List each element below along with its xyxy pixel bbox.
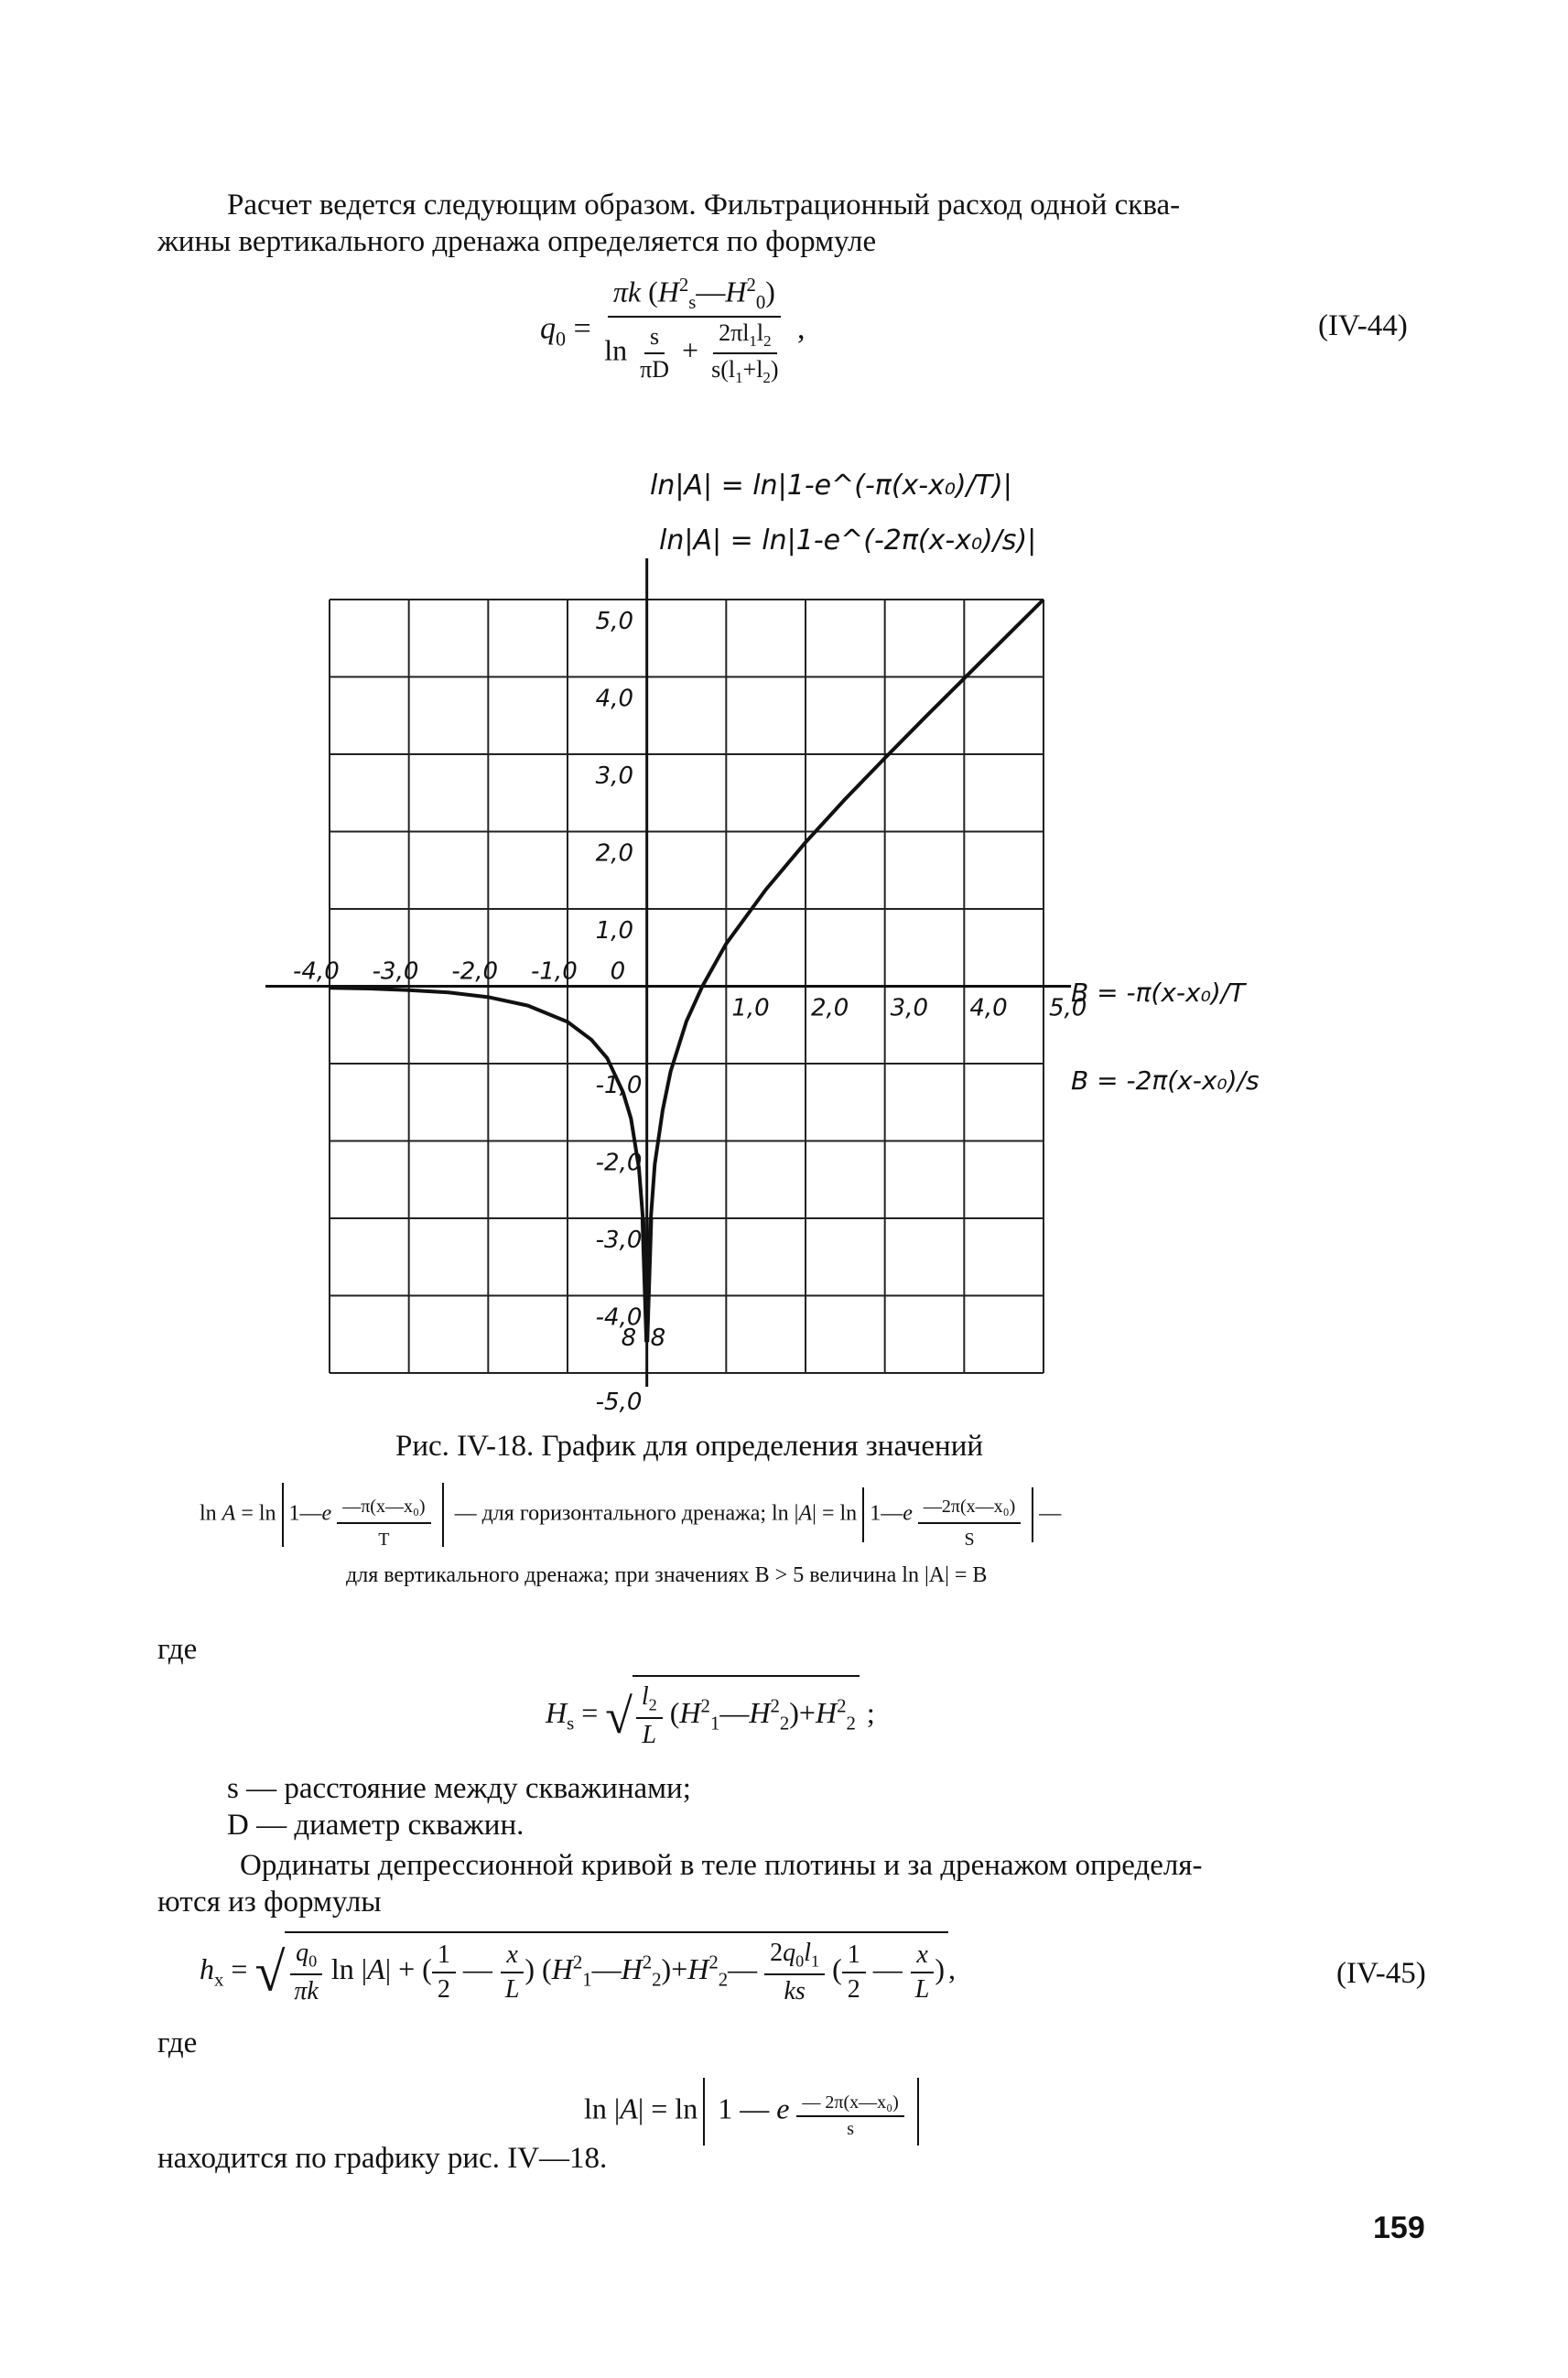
x-tick-label: 0 [610,957,626,986]
x-tick-label: -2,0 [451,957,499,986]
caption-note-vertical: для вертикального дренажа; при значениях B > 5 величина ln |A| = B [346,1563,988,1587]
x-axis-label-2: B = -2π(x-x₀)/s [1071,1065,1260,1096]
intro-line-1: Расчет ведется следующим образом. Фильтрационный расход одной сква- [227,189,1181,222]
x-tick-label: 3,0 [890,994,929,1022]
equation-iv-44: $q_0$ = πk $(H^2_s—H^2_0)$ ln $\frac{s}{\pi D}$ + $\frac{2\pi l_1l_2}{s(l_1+l_2)}$ , [540,275,806,387]
where-label-2: где [157,2027,198,2059]
figure-caption: Рис. IV-18. График для определения значений [395,1430,984,1463]
ordinates-line-2: ются из формулы [157,1886,382,1919]
chart-curves [330,600,1044,1342]
x-tick-label: 1,0 [731,994,770,1022]
equation-ln-a: ln |A| = ln 1 — e $\frac{\text{— 2π(x—x₀)}}{s}$ [584,2078,925,2146]
caption-formula: ln A = ln 1—e $\frac{\text{—π(x—x₀)}}{T}$ — для горизонтального дренажа; ln |A| = ln 1—e $\frac{\text{—2π(x—x₀)}}{S}$ — [200,1483,1061,1553]
chart [265,449,1327,1428]
found-by-line: находится по графику рис. IV—18. [157,2142,608,2175]
where-label-1: где [157,1633,198,1666]
caption-note-horizontal: — для горизонтального дренажа; [454,1501,767,1526]
y-tick-label: -2,0 [595,1149,643,1177]
x-tick-label: 4,0 [969,994,1008,1022]
y-tick-label: -5,0 [595,1389,643,1416]
y-tick-label: -1,0 [595,1072,643,1099]
ordinates-line-1: Ординаты депрессионной кривой в теле плотины и за дренажом определя- [240,1849,1203,1882]
infinity-label-left: 8 [621,1324,637,1352]
y-tick-label: 2,0 [595,839,634,868]
y-tick-label: 1,0 [595,917,634,945]
x-tick-label: -4,0 [293,957,340,986]
x-tick-label: -3,0 [372,957,419,986]
x-axis-label-1: B = -π(x-x₀)/T [1071,978,1246,1008]
page-number: 159 [1373,2210,1425,2245]
chart-title-label-1: ln|A| = ln|1-e^(-π(x-x₀)/T)| [650,470,1012,502]
x-tick-label: 2,0 [811,994,849,1022]
y-tick-label: -4,0 [595,1303,643,1332]
intro-line-2: жины вертикального дренажа определяется по формуле [157,225,877,258]
equation-number-iv-44: (IV-44) [1318,309,1408,342]
chart-title-label-2: ln|A| = ln|1-e^(-2π(x-x₀)/s)| [659,524,1037,557]
y-tick-label: -3,0 [595,1227,643,1254]
definition-s: s — расстояние между скважинами; [227,1772,691,1805]
x-tick-label: 5,0 [1049,994,1087,1022]
y-tick-label: 3,0 [595,762,634,790]
x-tick-label: -1,0 [531,957,578,986]
chart-labels [293,470,1260,1416]
equation-iv-45: $h_x$ = √ $\frac{q_0}{\pi k}$ ln |A| + ( $\frac{1}{2}$ — $\frac{x}{L}$ ) $(H^2_1—H^2_2)+H^2_2—$ $\frac{2q_0l_1}{ks}$ ( $\frac{1}{2}$ — $\frac{x}{L}$ ) , [200,1931,956,2006]
definition-d: D — диаметр скважин. [227,1809,524,1842]
equation-hs: $H_s$ = √ $\frac{l_2}{L}$ $(H^2_1—H^2_2)+H^2_2$ ; [546,1675,875,1750]
chart-curve-1 [330,988,643,1218]
infinity-label-right: 8 [650,1324,666,1352]
y-tick-label: 4,0 [595,685,634,713]
y-tick-label: 5,0 [595,608,634,635]
equation-number-iv-45: (IV-45) [1336,1957,1426,1990]
